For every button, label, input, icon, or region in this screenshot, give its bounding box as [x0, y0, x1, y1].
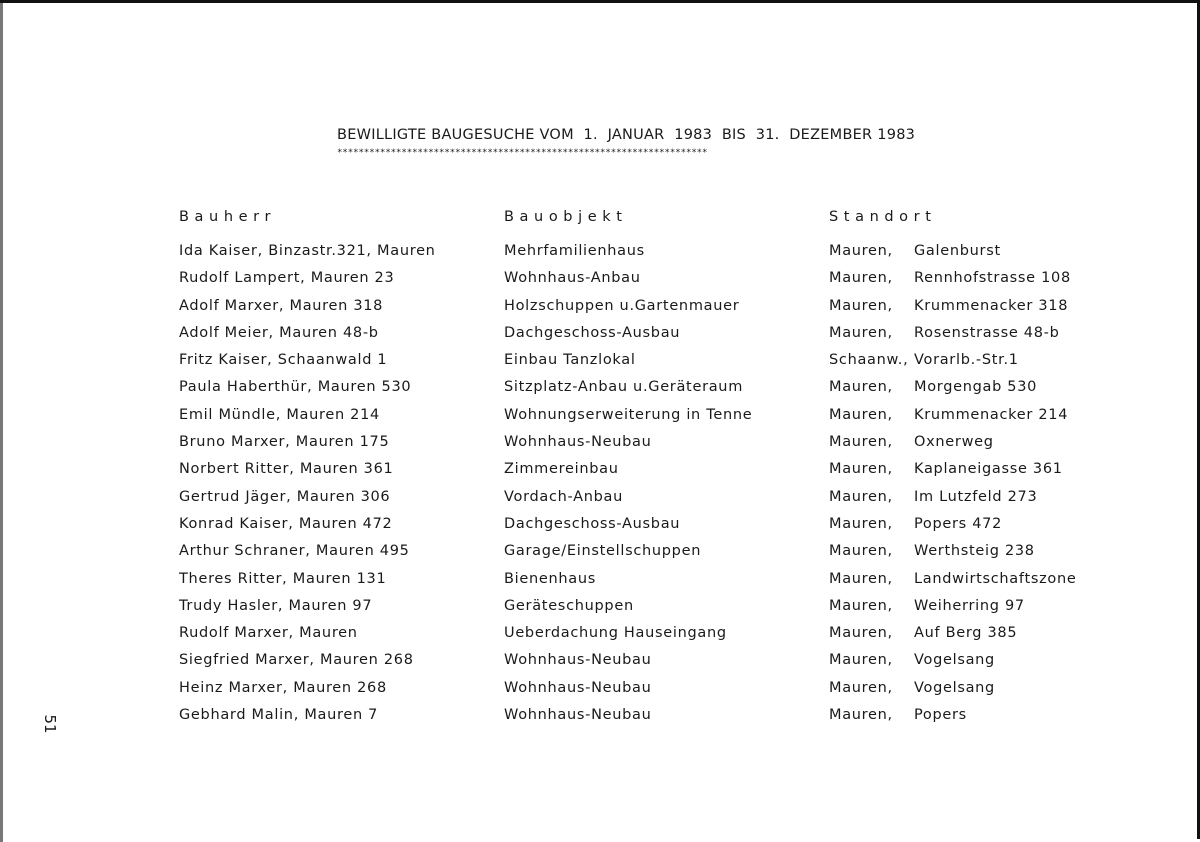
standort-strasse-cell: Vorarlb.-Str.1 [914, 352, 1019, 369]
bauherr-cell: Rudolf Lampert, Mauren 23 [179, 270, 395, 287]
list-item [0, 243, 1200, 270]
bauobjekt-cell: Holzschuppen u.Gartenmauer [504, 297, 740, 314]
standort-ort-cell: Mauren, [829, 515, 893, 532]
column-header-bauherr: Bauherr [179, 209, 277, 225]
standort-ort-cell: Mauren, [829, 570, 893, 587]
standort-strasse-cell: Weiherring 97 [914, 597, 1025, 614]
bauobjekt-cell: Wohnhaus-Neubau [504, 679, 652, 696]
bauobjekt-cell: Dachgeschoss-Ausbau [504, 515, 681, 532]
standort-strasse-cell: Rosenstrasse 48-b [914, 324, 1060, 341]
standort-strasse-cell: Rennhofstrasse 108 [914, 270, 1071, 287]
standort-ort-cell: Mauren, [829, 679, 893, 696]
bauherr-cell: Adolf Meier, Mauren 48-b [179, 324, 379, 341]
standort-ort-cell: Mauren, [829, 297, 893, 314]
standort-ort-cell: Mauren, [829, 625, 893, 642]
standort-strasse-cell: Krummenacker 318 [914, 297, 1069, 314]
bauherr-cell: Ida Kaiser, Binzastr.321, Mauren [179, 243, 436, 259]
bauherr-cell: Heinz Marxer, Mauren 268 [179, 679, 387, 696]
bauobjekt-cell: Wohnungserweiterung in Tenne [504, 406, 753, 423]
standort-ort-cell: Mauren, [829, 652, 893, 669]
standort-ort-cell: Mauren, [829, 461, 893, 478]
bauherr-cell: Konrad Kaiser, Mauren 472 [179, 515, 393, 532]
list-item [0, 680, 1200, 707]
bauherr-cell: Emil Mündle, Mauren 214 [179, 406, 380, 423]
permit-list [0, 243, 1200, 734]
page-title: BEWILLIGTE BAUGESUCHE VOM 1. JANUAR 1983 BIS 31. DEZEMBER 1983 [337, 127, 916, 143]
page-number: 51 [41, 714, 59, 734]
standort-strasse-cell: Auf Berg 385 [914, 625, 1018, 642]
standort-strasse-cell: Oxnerweg [914, 434, 994, 451]
list-item [0, 461, 1200, 488]
standort-ort-cell: Mauren, [829, 543, 893, 560]
standort-ort-cell: Mauren, [829, 270, 893, 287]
bauherr-cell: Gebhard Malin, Mauren 7 [179, 707, 379, 724]
title-underline-stars: ********************************************************************* [337, 148, 708, 158]
bauherr-cell: Siegfried Marxer, Mauren 268 [179, 652, 414, 669]
list-item [0, 652, 1200, 679]
bauherr-cell: Arthur Schraner, Mauren 495 [179, 543, 410, 560]
standort-strasse-cell: Popers 472 [914, 515, 1003, 532]
list-item [0, 489, 1200, 516]
bauobjekt-cell: Wohnhaus-Neubau [504, 652, 652, 669]
list-item [0, 543, 1200, 570]
list-item [0, 352, 1200, 379]
list-item [0, 325, 1200, 352]
standort-strasse-cell: Popers [914, 707, 967, 724]
column-header-standort: Standort [829, 209, 937, 225]
standort-strasse-cell: Morgengab 530 [914, 379, 1038, 396]
bauobjekt-cell: Vordach-Anbau [504, 488, 624, 505]
list-item [0, 707, 1200, 734]
list-item [0, 298, 1200, 325]
list-item [0, 571, 1200, 598]
standort-strasse-cell: Galenburst [914, 243, 1001, 259]
standort-ort-cell: Mauren, [829, 707, 893, 724]
standort-ort-cell: Mauren, [829, 324, 893, 341]
standort-strasse-cell: Im Lutzfeld 273 [914, 488, 1038, 505]
bauobjekt-cell: Bienenhaus [504, 570, 597, 587]
bauherr-cell: Norbert Ritter, Mauren 361 [179, 461, 394, 478]
standort-strasse-cell: Krummenacker 214 [914, 406, 1069, 423]
bauobjekt-cell: Wohnhaus-Neubau [504, 707, 652, 724]
bauobjekt-cell: Zimmereinbau [504, 461, 619, 478]
bauobjekt-cell: Geräteschuppen [504, 597, 634, 614]
standort-ort-cell: Schaanw., [829, 352, 909, 369]
list-item [0, 270, 1200, 297]
standort-ort-cell: Mauren, [829, 243, 893, 259]
bauobjekt-cell: Dachgeschoss-Ausbau [504, 324, 681, 341]
bauherr-cell: Trudy Hasler, Mauren 97 [179, 597, 373, 614]
standort-ort-cell: Mauren, [829, 434, 893, 451]
list-item [0, 625, 1200, 652]
bauobjekt-cell: Wohnhaus-Anbau [504, 270, 641, 287]
bauherr-cell: Fritz Kaiser, Schaanwald 1 [179, 352, 388, 369]
standort-strasse-cell: Werthsteig 238 [914, 543, 1035, 560]
bauherr-cell: Bruno Marxer, Mauren 175 [179, 434, 390, 451]
bauobjekt-cell: Einbau Tanzlokal [504, 352, 636, 369]
bauobjekt-cell: Sitzplatz-Anbau u.Geräteraum [504, 379, 744, 396]
column-header-bauobjekt: Bauobjekt [504, 209, 628, 225]
bauobjekt-cell: Wohnhaus-Neubau [504, 434, 652, 451]
list-item [0, 379, 1200, 406]
bauherr-cell: Adolf Marxer, Mauren 318 [179, 297, 384, 314]
standort-strasse-cell: Landwirtschaftszone [914, 570, 1077, 587]
bauherr-cell: Theres Ritter, Mauren 131 [179, 570, 387, 587]
standort-strasse-cell: Kaplaneigasse 361 [914, 461, 1063, 478]
list-item [0, 407, 1200, 434]
standort-strasse-cell: Vogelsang [914, 652, 995, 669]
standort-strasse-cell: Vogelsang [914, 679, 995, 696]
standort-ort-cell: Mauren, [829, 379, 893, 396]
bauobjekt-cell: Ueberdachung Hauseingang [504, 625, 727, 642]
bauobjekt-cell: Garage/Einstellschuppen [504, 543, 702, 560]
standort-ort-cell: Mauren, [829, 597, 893, 614]
list-item [0, 516, 1200, 543]
list-item [0, 434, 1200, 461]
standort-ort-cell: Mauren, [829, 488, 893, 505]
bauherr-cell: Paula Haberthür, Mauren 530 [179, 379, 412, 396]
standort-ort-cell: Mauren, [829, 406, 893, 423]
bauherr-cell: Rudolf Marxer, Mauren [179, 625, 358, 642]
bauobjekt-cell: Mehrfamilienhaus [504, 243, 645, 259]
list-item [0, 598, 1200, 625]
bauherr-cell: Gertrud Jäger, Mauren 306 [179, 488, 391, 505]
